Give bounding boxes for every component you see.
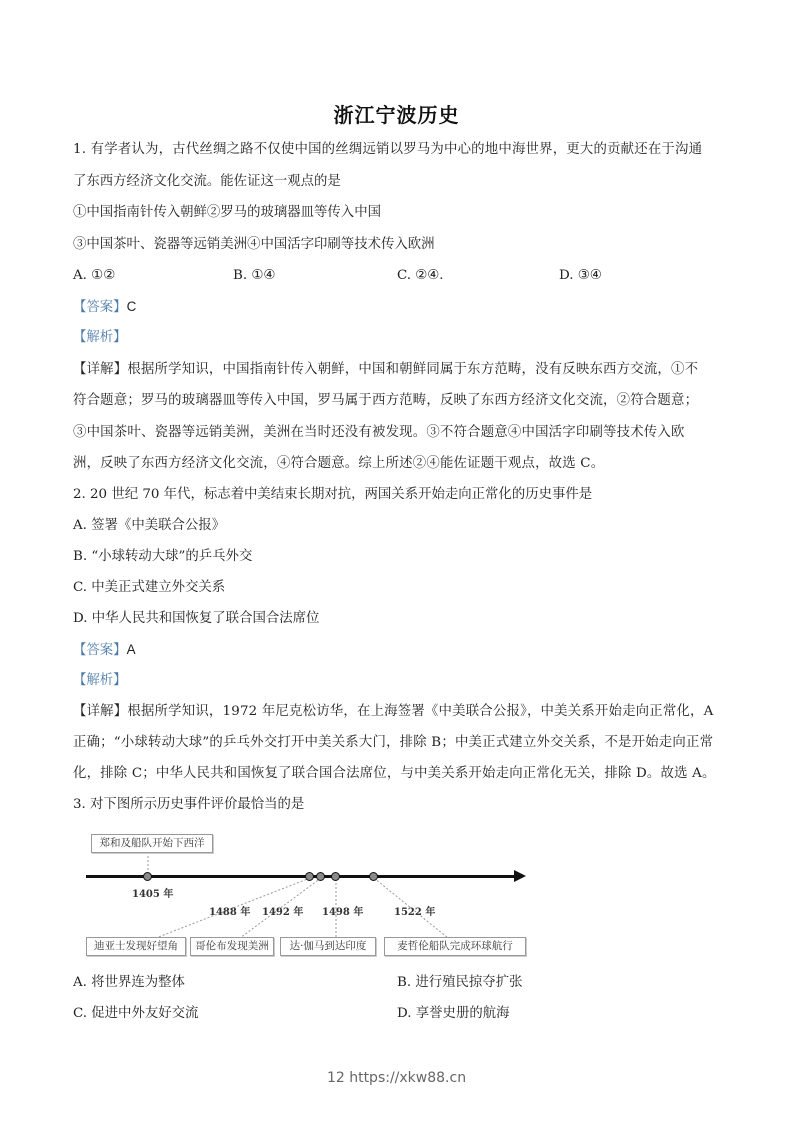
page-title: 浙江宁波历史 [333, 103, 460, 127]
timeline-event-box: 迪亚士发现好望角 [86, 937, 186, 956]
q2-stem: 2. 20 世纪 70 年代，标志着中美结束长期对抗，两国关系开始走向正常化的历史事件是 [73, 487, 593, 502]
q1-statement-2: ③中国茶叶、瓷器等远销美洲④中国活字印刷等技术传入欧洲 [73, 237, 435, 252]
answer-label: 【答案】 [73, 643, 127, 658]
timeline-event-box: 达·伽马到达印度 [280, 937, 376, 956]
q3-option-c: C. 促进中外友好交流 [73, 1006, 199, 1021]
timeline-year-1498: 1498 年 [322, 907, 364, 918]
q1-option-a: A. ①② [73, 268, 116, 283]
timeline-year-1405: 1405 年 [132, 889, 174, 900]
q2-option-b: B. “小球转动大球”的乒乓外交 [73, 549, 253, 564]
q3-option-a: A. 将世界连为整体 [73, 975, 185, 990]
q2-detail-line-2: 正确；“小球转动大球”的乒乓外交打开中美关系大门，排除 B；中美正式建立外交关系，不是开始走向正常 [73, 735, 714, 750]
q1-option-c: C. ②④. [397, 268, 444, 283]
q1-detail-line-3: ③中国茶叶、瓷器等远销美洲，美洲在当时还没有被发现。③不符合题意④中国活字印刷等技术传入欧 [73, 425, 685, 440]
detail-text: 根据所学知识，中国指南针传入朝鲜，中国和朝鲜同属于东方范畴，没有反映东西方交流，①不 [127, 362, 699, 377]
timeline-dot-1492 [316, 872, 325, 881]
q2-detail-line-1 [73, 703, 723, 721]
page-footer: 12 https://xkw88.cn [326, 1070, 467, 1086]
detail-label: 【详解】 [73, 704, 128, 719]
detail-text: 根据所学知识，1972 年尼克松访华，在上海签署《中美联合公报》，中美关系开始走向正常化，A [127, 704, 714, 719]
timeline-year-1522: 1522 年 [394, 907, 436, 918]
answer-value: C [126, 299, 137, 314]
timeline-year-1488: 1488 年 [209, 907, 251, 918]
detail-label: 【详解】 [73, 362, 128, 377]
q3-stem: 3. 对下图所示历史事件评价最恰当的是 [73, 797, 305, 812]
q1-answer [73, 298, 136, 317]
q1-detail-line-4: 洲，反映了东西方经济文化交流，④符合题意。综上所述②④能佐证题干观点，故选 C。 [73, 456, 605, 471]
q1-analysis-label: 【解析】 [73, 330, 127, 345]
q2-option-d: D. 中华人民共和国恢复了联合国合法席位 [73, 611, 320, 626]
q3-option-d: D. 享誉史册的航海 [397, 1006, 510, 1021]
q1-detail-line-1 [73, 361, 723, 379]
q2-answer [73, 641, 136, 660]
q1-option-b: B. ①④ [233, 268, 276, 283]
q1-stem-line-2: 了东西方经济文化交流。能佐证这一观点的是 [73, 174, 341, 189]
q2-analysis-label: 【解析】 [73, 673, 127, 688]
q1-option-d: D. ③④ [559, 268, 602, 283]
q1-detail-line-2: 符合题意；罗马的玻璃器皿等传入中国，罗马属于西方范畴，反映了东西方经济文化交流，②符合题意； [73, 393, 699, 408]
arrow-right-icon [514, 870, 526, 882]
timeline-dot-1498 [331, 872, 340, 881]
answer-label: 【答案】 [73, 300, 127, 315]
q2-option-c: C. 中美正式建立外交关系 [73, 580, 226, 595]
timeline-dot-1522 [369, 872, 378, 881]
timeline-dot-1405 [143, 872, 152, 881]
timeline-event-box: 郑和及船队开始下西洋 [91, 834, 213, 853]
timeline-dot-1488 [305, 872, 314, 881]
q1-statement-1: ①中国指南针传入朝鲜②罗马的玻璃器皿等传入中国 [73, 205, 381, 220]
q1-stem-line-1: 1. 有学者认为，古代丝绸之路不仅使中国的丝绸远销以罗马为中心的地中海世界，更大的贡献还在于沟通 [73, 142, 703, 157]
q2-option-a: A. 签署《中美联合公报》 [73, 518, 226, 533]
q3-option-b: B. 进行殖民掠夺扩张 [397, 975, 523, 990]
timeline-event-box: 哥伦布发现美洲 [190, 937, 274, 956]
timeline-diagram [84, 830, 534, 958]
answer-value: A [126, 642, 136, 657]
timeline-event-box: 麦哲伦船队完成环球航行 [384, 937, 526, 956]
q2-detail-line-3: 化，排除 C；中华人民共和国恢复了联合国合法席位，与中美关系开始走向正常化无关，排除 D。故选 A。 [73, 766, 716, 781]
timeline-year-1492: 1492 年 [262, 907, 304, 918]
